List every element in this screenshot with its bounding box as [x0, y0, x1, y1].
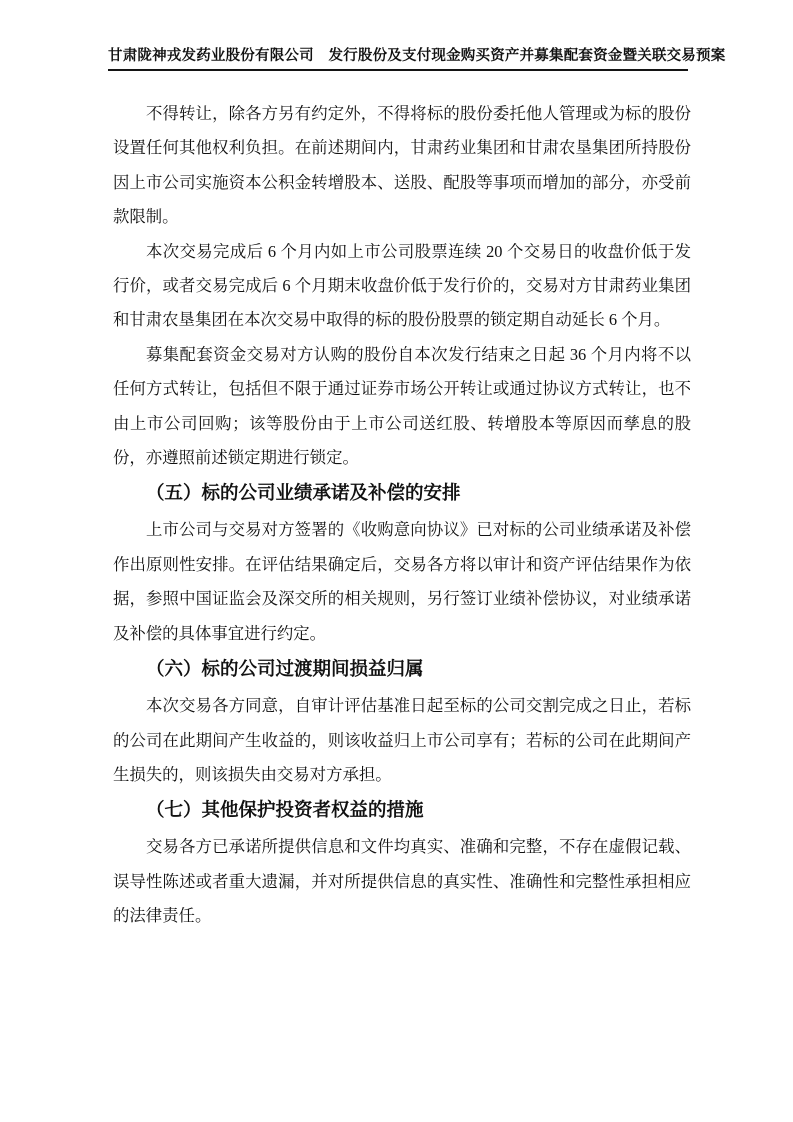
paragraph-fund-lockup: 募集配套资金交易对方认购的股份自本次发行结束之日起 36 个月内将不以任何方式转让，包括但不限于通过证券市场公开转让或通过协议方式转让，也不由上市公司回购；该等股份由于上市公司送红股、转增股本等原因而孳息的股份，亦遵照前述锁定期进行锁定。	[113, 344, 691, 468]
section-heading-5: （五）标的公司业绩承诺及补偿的安排	[146, 484, 461, 505]
paragraph-transfer-restriction: 不得转让，除各方另有约定外，不得将标的股份委托他人管理或为标的股份设置任何其他权利负担。在前述期间内，甘肃药业集团和甘肃农垦集团所持股份因上市公司实施资本公积金转增股本、送股、配股等事项而增加的部分，亦受前款限制。	[113, 104, 691, 227]
section-heading-6: （六）标的公司过渡期间损益归属	[146, 660, 424, 681]
paragraph-profit-loss-attribution: 本次交易各方同意，自审计评估基准日起至标的公司交割完成之日止，若标的公司在此期间产生收益的，则该收益归上市公司享有；若标的公司在此期间产生损失的，则该损失由交易对方承担。	[113, 696, 691, 784]
document-body	[113, 97, 691, 934]
paragraph-investor-protection: 交易各方已承诺所提供信息和文件均真实、准确和完整，不存在虚假记载、误导性陈述或者重大遗漏，并对所提供信息的真实性、准确性和完整性承担相应的法律责任。	[113, 837, 691, 926]
page-header-title: 甘肃陇神戎发药业股份有限公司 发行股份及支付现金购买资产并募集配套资金暨关联交易预案	[108, 48, 726, 64]
page-header	[108, 48, 726, 71]
paragraph-price-protection: 本次交易完成后 6 个月内如上市公司股票连续 20 个交易日的收盘价低于发行价，或者交易完成后 6 个月期末收盘价低于发行价的，交易对方甘肃药业集团和甘肃农垦集团在本次交易中取得的标的股份股票的锁定期自动延长 6 个月。	[113, 241, 691, 330]
section-heading-7: （七）其他保护投资者权益的措施	[146, 801, 424, 822]
paragraph-performance-commitment: 上市公司与交易对方签署的《收购意向协议》已对标的公司业绩承诺及补偿作出原则性安排。在评估结果确定后，交易各方将以审计和资产评估结果作为依据，参照中国证监会及深交所的相关规则，另行签订业绩补偿协议，对业绩承诺及补偿的具体事宜进行约定。	[113, 520, 691, 643]
